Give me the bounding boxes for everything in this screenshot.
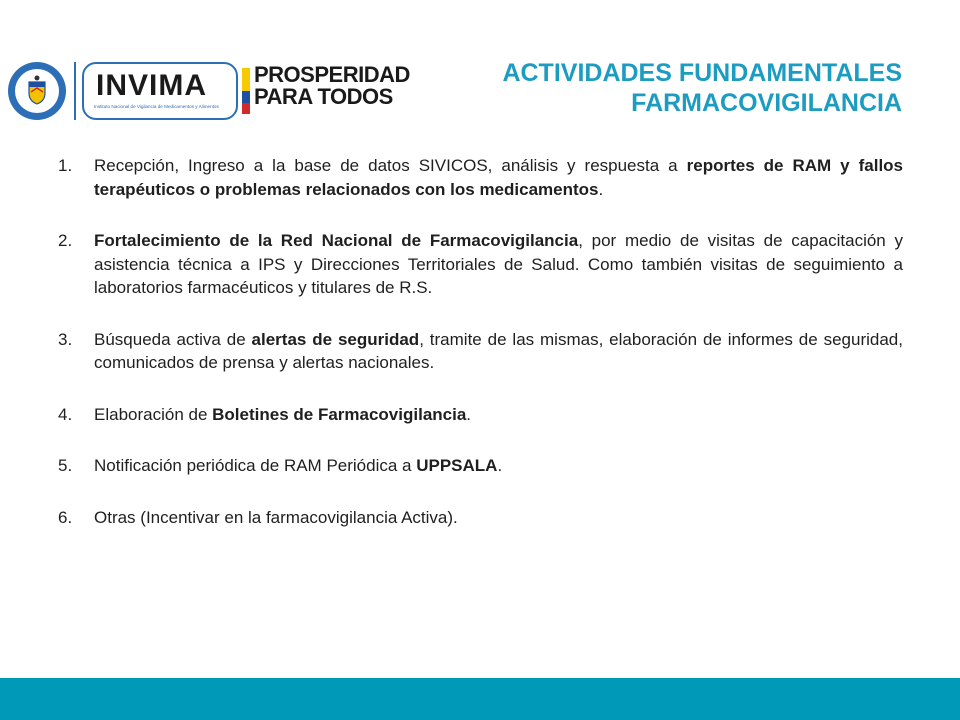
colombia-seal-logo	[8, 62, 66, 120]
list-item	[58, 229, 903, 300]
list-item-text: Notificación periódica de RAM Periódica a	[94, 456, 417, 475]
list-item-text: Elaboración de	[94, 404, 213, 424]
title-line-2: FARMACOVIGILANCIA	[631, 89, 902, 117]
logo-divider	[74, 62, 76, 120]
footer-bar	[0, 678, 960, 720]
header-logos	[8, 58, 408, 124]
list-item	[58, 403, 903, 427]
list-item-text: Otras (Incentivar en la farmacovigilancia Activa).	[94, 507, 458, 527]
list-item-text: , por medio de visitas de capacitación y asistencia técnica a IPS y Direcciones Territoriales de Salud. Como también visitas de seguimiento a laboratorios farmacéuticos y titulares de R.S.	[94, 231, 903, 297]
list-item-text: .	[598, 179, 604, 199]
list-item-emphasis: reportes de RAM y fallos terapéuticos o problemas relacionados con los medicamentos	[94, 156, 904, 199]
invima-subtitle: Instituto Nacional de Vigilancia de Medicamentos y Alimentos	[94, 104, 219, 109]
list-item	[58, 506, 903, 530]
title-line-1: ACTIVIDADES FUNDAMENTALES	[502, 59, 902, 87]
list-item-emphasis: UPPSALA	[416, 456, 498, 475]
list-item-number: 1.	[58, 156, 73, 175]
list-item-number: 2.	[58, 231, 73, 250]
list-item	[58, 328, 903, 375]
list-item-number: 5.	[58, 456, 73, 475]
prosperidad-logo	[254, 64, 410, 108]
list-item-number: 6.	[58, 507, 73, 527]
invima-wordmark: INVIMA	[96, 69, 207, 102]
list-item-text: Recepción, Ingreso a la base de datos SIVICOS, análisis y respuesta a	[94, 156, 687, 175]
invima-logo	[82, 62, 238, 120]
list-item-number: 4.	[58, 404, 73, 424]
list-item	[58, 154, 903, 201]
list-item	[58, 454, 903, 478]
list-item-text: , tramite de las mismas, elaboración de informes de seguridad, comunicados de prensa y alertas nacionales.	[94, 329, 903, 372]
prosperidad-line1: PROSPERIDAD	[254, 62, 410, 87]
coat-of-arms-icon	[20, 74, 54, 108]
list-item-emphasis: Fortalecimiento de la Red Nacional de Farmacovigilancia	[94, 231, 579, 250]
list-item-emphasis: Boletines de Farmacovigilancia	[212, 404, 467, 424]
activities-list	[58, 154, 903, 557]
slide-title	[502, 58, 902, 118]
list-item-text: Búsqueda activa de	[94, 329, 252, 349]
colombia-flag-icon	[242, 68, 250, 114]
list-item-emphasis: alertas de seguridad	[251, 329, 420, 349]
list-item-text: .	[497, 456, 503, 475]
list-item-text: .	[466, 404, 472, 424]
prosperidad-line2: PARA TODOS	[254, 84, 393, 109]
list-item-number: 3.	[58, 329, 73, 349]
